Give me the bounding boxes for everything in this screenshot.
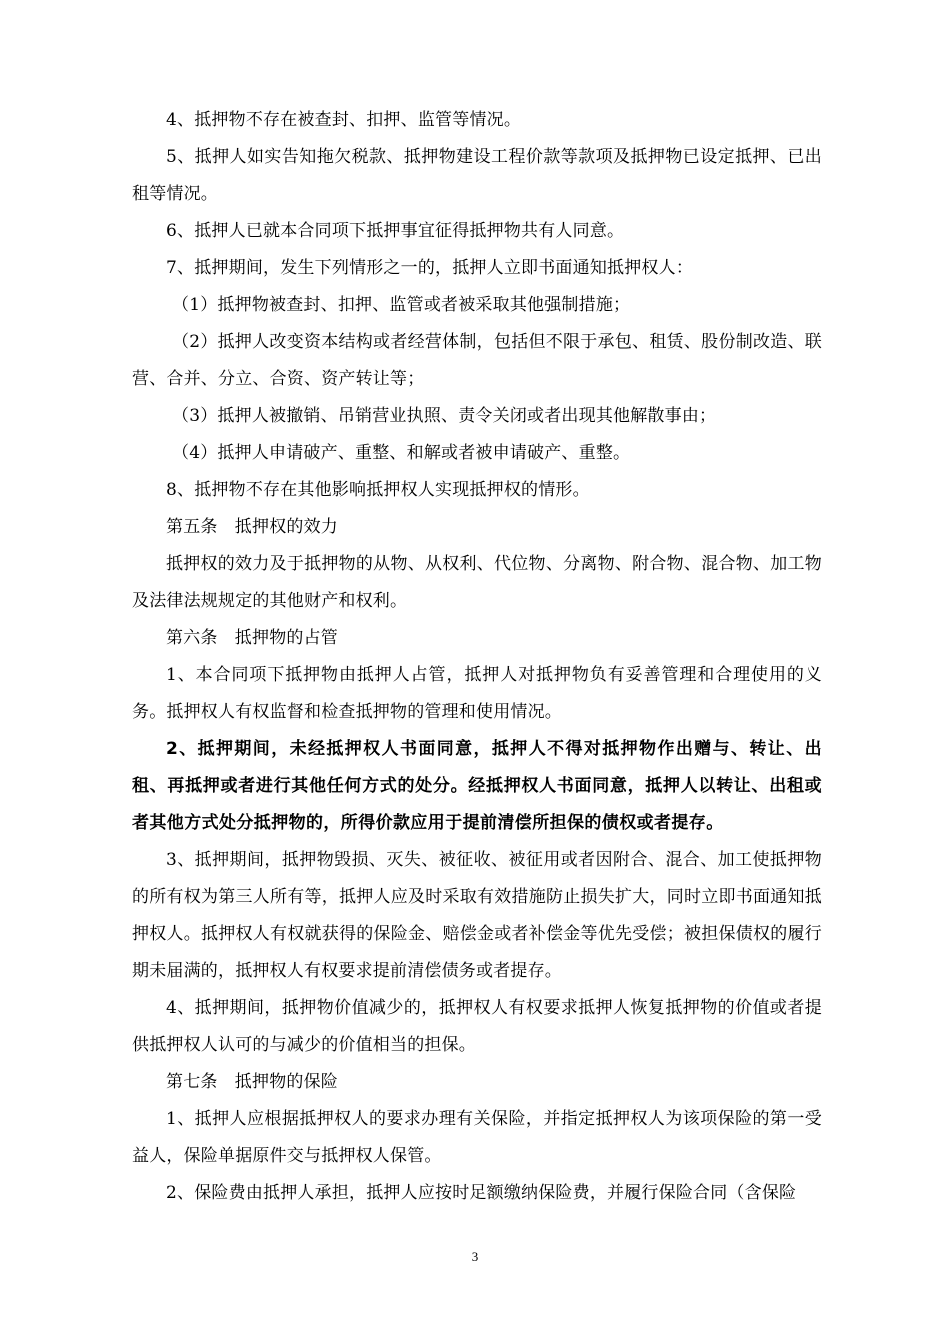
sub-item-4: （4）抵押人申请破产、重整、和解或者被申请破产、重整。 [172,443,631,463]
clause-8-item: 8、抵押物不存在其他影响抵押权人实现抵押权的情形。 [166,480,590,500]
article-6-item-1: 1、本合同项下抵押物由抵押人占管，抵押人对抵押物负有妥善管理和合理使用的义务。抵押权人有权监督和检查抵押物的管理和使用情况。 [132,665,822,722]
sub-item-2: （2）抵押人改变资本结构或者经营体制，包括但不限于承包、租赁、股份制改造、联营、合并、分立、合资、资产转让等； [132,332,822,389]
article-6-item-4: 4、抵押期间，抵押物价值减少的，抵押权人有权要求抵押人恢复抵押物的价值或者提供抵押权人认可的与减少的价值相当的担保。 [132,998,822,1055]
clause-5-item: 5、抵押人如实告知拖欠税款、抵押物建设工程价款等款项及抵押物已设定抵押、已出租等情况。 [132,147,822,204]
page-number: 3 [471,1249,479,1264]
document-body [132,102,822,1212]
article-6-item-3: 3、抵押期间，抵押物毁损、灭失、被征收、被征用或者因附合、混合、加工使抵押物的所有权为第三人所有等，抵押人应及时采取有效措施防止损失扩大，同时立即书面通知抵押权人。抵押权人有权就获得的保险金、赔偿金或者补偿金等优先受偿；被担保债权的履行期未届满的，抵押权人有权要求提前清偿债务或者提存。 [132,850,822,981]
article-7-item-2: 2、保险费由抵押人承担，抵押人应按时足额缴纳保险费，并履行保险合同（含保险 [166,1183,797,1203]
article-6-item-2-bold: 2、抵押期间，未经抵押权人书面同意，抵押人不得对抵押物作出赠与、转让、出租、再抵押或者进行其他任何方式的处分。经抵押权人书面同意，抵押人以转让、出租或者其他方式处分抵押物的，所得价款应用于提前清偿所担保的债权或者提存。 [132,739,822,833]
article-7-heading: 第七条 抵押物的保险 [166,1072,338,1092]
article-7-item-1: 1、抵押人应根据抵押权人的要求办理有关保险，并指定抵押权人为该项保险的第一受益人，保险单据原件交与抵押权人保管。 [132,1109,822,1166]
clause-6-item: 6、抵押人已就本合同项下抵押事宜征得抵押物共有人同意。 [166,221,625,241]
clause-7-item: 7、抵押期间，发生下列情形之一的，抵押人立即书面通知抵押权人： [166,258,694,278]
article-6-heading: 第六条 抵押物的占管 [166,628,338,648]
clause-4-item: 4、抵押物不存在被查封、扣押、监管等情况。 [166,110,522,130]
sub-item-3: （3）抵押人被撤销、吊销营业执照、责令关闭或者出现其他解散事由； [172,406,717,426]
sub-item-1: （1）抵押物被查封、扣押、监管或者被采取其他强制措施； [172,295,631,315]
article-5-heading: 第五条 抵押权的效力 [166,517,338,537]
article-5-body: 抵押权的效力及于抵押物的从物、从权利、代位物、分离物、附合物、混合物、加工物及法律法规规定的其他财产和权利。 [132,554,822,611]
